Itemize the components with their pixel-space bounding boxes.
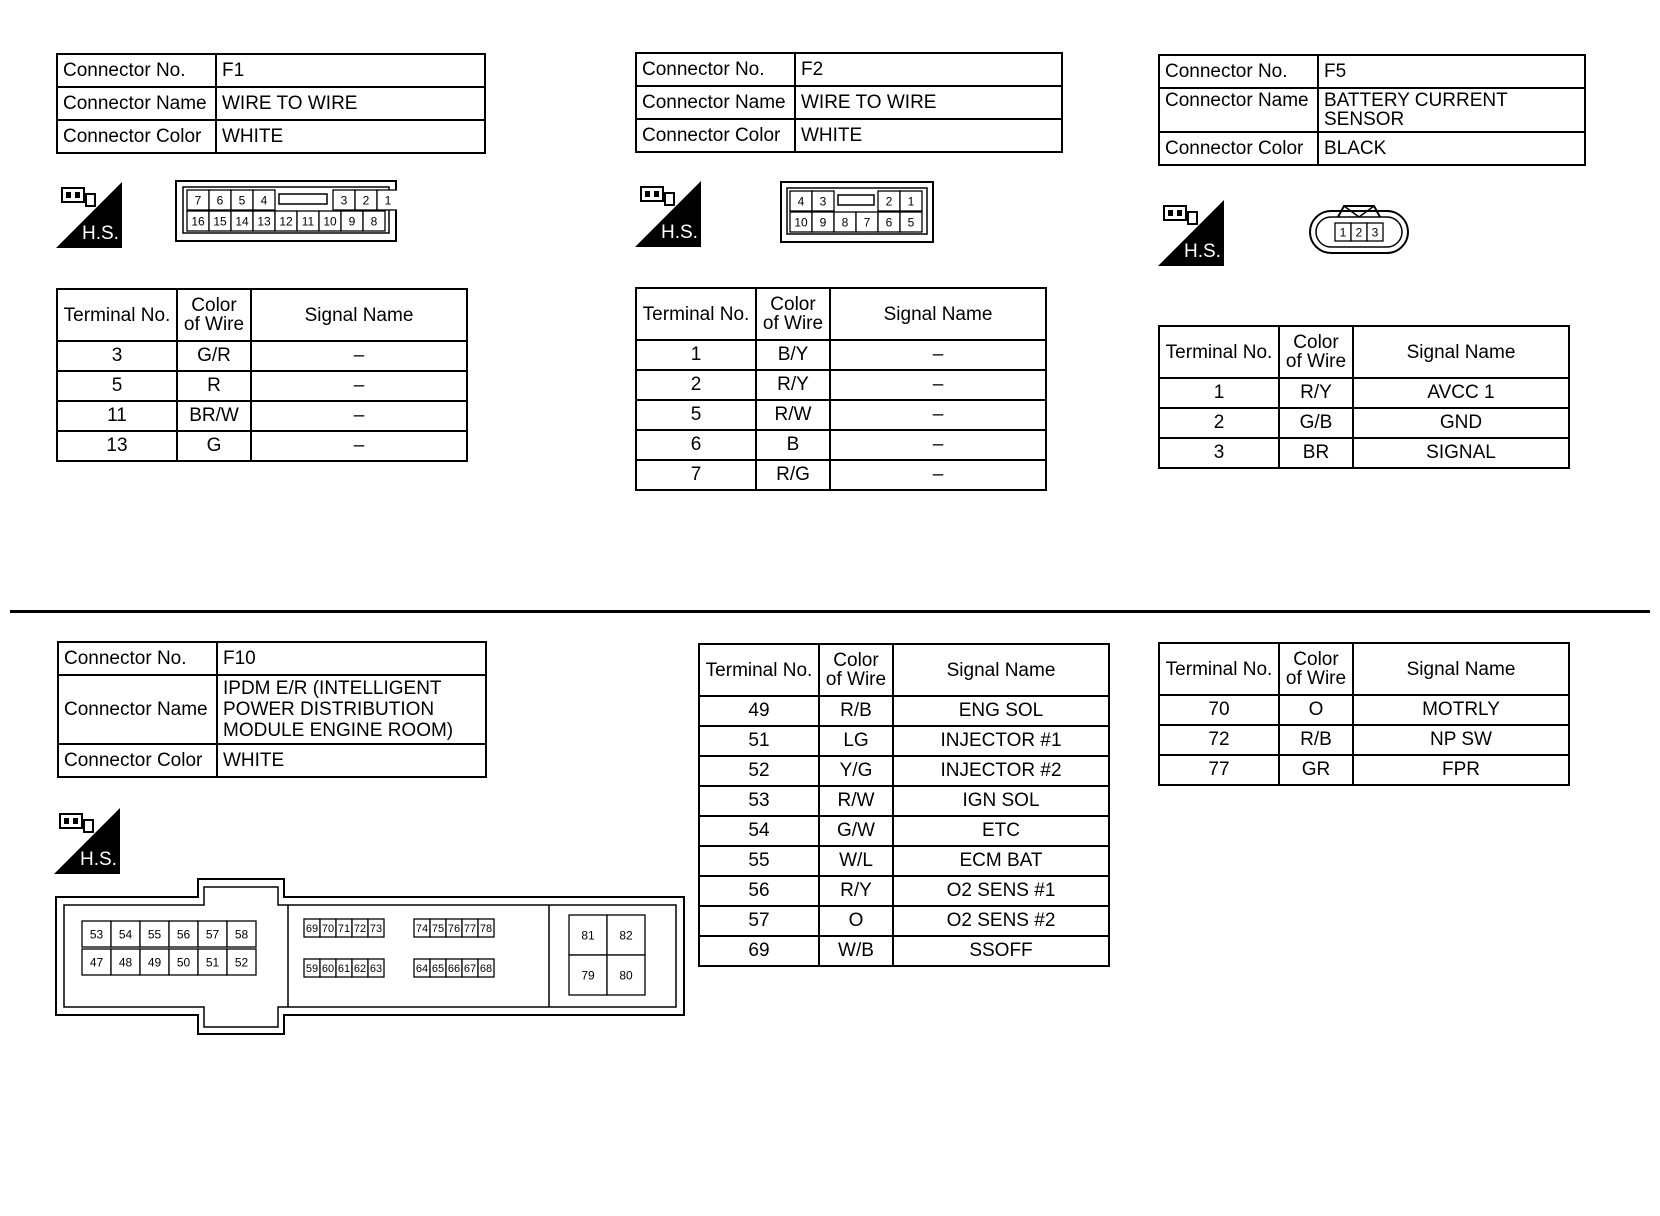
table-row — [57, 431, 467, 461]
f10-connector-face — [54, 877, 686, 1042]
wire-color-cell: R/B — [819, 696, 893, 726]
terminal-no-cell: 13 — [57, 431, 177, 461]
pin-number: 10 — [323, 214, 337, 229]
signal-name-header: Signal Name — [251, 289, 467, 341]
connector-no-value: F10 — [217, 642, 486, 675]
table-row — [699, 816, 1109, 846]
terminal-no-header: Terminal No. — [57, 289, 177, 341]
connector-name-line: IPDM E/R (INTELLIGENT — [223, 678, 442, 699]
pin-number: 1 — [907, 194, 915, 209]
pin-number: 3 — [1371, 225, 1379, 240]
terminal-no-cell: 52 — [699, 756, 819, 786]
pin-number: 15 — [213, 214, 227, 229]
wire-color-cell: R/W — [756, 400, 830, 430]
terminal-no-cell: 3 — [1159, 438, 1279, 468]
pin-number: 2 — [885, 194, 893, 209]
connector-name-line: BATTERY CURRENT — [1324, 90, 1508, 111]
wire-color-cell: R/Y — [819, 876, 893, 906]
pin-number: 59 — [305, 962, 319, 975]
table-row — [57, 341, 467, 371]
pin-number: 13 — [257, 214, 271, 229]
signal-name-header: Signal Name — [893, 644, 1109, 696]
signal-name-cell: – — [830, 340, 1046, 370]
terminal-no-cell: 69 — [699, 936, 819, 966]
pin-number: 82 — [619, 928, 633, 943]
pin-number: 53 — [89, 927, 104, 942]
signal-name-cell: INJECTOR #1 — [893, 726, 1109, 756]
f2-terminal-table — [635, 287, 1047, 491]
pin-number: 5 — [238, 193, 246, 208]
pin-number: 64 — [415, 962, 429, 975]
table-row — [1159, 755, 1569, 785]
connector-name-label: Connector Name — [58, 675, 217, 744]
pin-number: 8 — [841, 215, 849, 230]
connector-color-value: WHITE — [795, 119, 1062, 152]
pin-number: 7 — [863, 215, 871, 230]
signal-name-cell: – — [830, 460, 1046, 490]
signal-name-cell: – — [830, 370, 1046, 400]
table-row — [57, 371, 467, 401]
signal-name-cell: SIGNAL — [1353, 438, 1569, 468]
pin-number: 67 — [463, 962, 477, 975]
pin-number: 50 — [176, 955, 191, 970]
terminal-no-cell: 7 — [636, 460, 756, 490]
table-row — [699, 876, 1109, 906]
connector-no-value: F2 — [795, 53, 1062, 86]
f10-terminal-table-2 — [1158, 642, 1570, 786]
pin-number: 51 — [205, 955, 220, 970]
wire-color-cell: Y/G — [819, 756, 893, 786]
signal-name-cell: AVCC 1 — [1353, 378, 1569, 408]
connector-name-label: Connector Name — [1159, 88, 1318, 132]
hs-connector-icon — [54, 808, 120, 874]
hs-connector-icon — [635, 181, 701, 247]
connector-name-label: Connector Name — [636, 86, 795, 119]
connector-name-value: WIRE TO WIRE — [216, 87, 485, 120]
connector-name-line: SENSOR — [1324, 109, 1405, 130]
signal-name-cell: NP SW — [1353, 725, 1569, 755]
pin-number: 80 — [619, 968, 633, 983]
lock-slot — [838, 195, 874, 205]
connector-color-label: Connector Color — [58, 744, 217, 777]
signal-name-cell: O2 SENS #2 — [893, 906, 1109, 936]
pin-number: 73 — [369, 922, 383, 935]
pin-number: 61 — [337, 962, 351, 975]
signal-name-cell: ECM BAT — [893, 846, 1109, 876]
wire-color-cell: G/B — [1279, 408, 1353, 438]
connector-color-label: Connector Color — [636, 119, 795, 152]
wire-color-cell: G/W — [819, 816, 893, 846]
terminal-no-cell: 1 — [1159, 378, 1279, 408]
pin-number: 4 — [260, 193, 268, 208]
pin-number: 71 — [337, 922, 351, 935]
pin-number: 4 — [797, 194, 805, 209]
connector-color-label: Connector Color — [57, 120, 216, 153]
color-of-wire-header: Color of Wire — [1279, 326, 1353, 378]
signal-name-header: Signal Name — [1353, 326, 1569, 378]
wire-color-cell: R/G — [756, 460, 830, 490]
wire-color-cell: W/L — [819, 846, 893, 876]
pin-number: 69 — [305, 922, 319, 935]
pin-number: 57 — [205, 927, 220, 942]
pin-number: 77 — [463, 922, 477, 935]
wire-color-cell: W/B — [819, 936, 893, 966]
pin-number: 58 — [234, 927, 249, 942]
pin-number: 16 — [191, 214, 205, 229]
terminal-no-cell: 57 — [699, 906, 819, 936]
hs-badge-text: H.S. — [82, 223, 119, 244]
table-row — [636, 370, 1046, 400]
signal-name-cell: – — [251, 431, 467, 461]
table-row — [699, 906, 1109, 936]
pin-number: 2 — [1355, 225, 1363, 240]
terminal-no-cell: 3 — [57, 341, 177, 371]
pin-number: 49 — [147, 955, 162, 970]
table-row — [1159, 725, 1569, 755]
hs-badge-text: H.S. — [80, 849, 117, 870]
wire-color-cell: R/Y — [756, 370, 830, 400]
f5-info-table — [1158, 54, 1586, 166]
pin-number: 47 — [89, 955, 104, 970]
table-row — [636, 340, 1046, 370]
terminal-no-header: Terminal No. — [636, 288, 756, 340]
connector-color-value: BLACK — [1318, 132, 1585, 165]
pin-number: 48 — [118, 955, 133, 970]
signal-name-cell: INJECTOR #2 — [893, 756, 1109, 786]
terminal-no-cell: 6 — [636, 430, 756, 460]
terminal-no-cell: 49 — [699, 696, 819, 726]
signal-name-cell: – — [251, 371, 467, 401]
f10-info-table — [57, 641, 487, 778]
connector-no-value: F5 — [1318, 55, 1585, 88]
terminal-no-cell: 53 — [699, 786, 819, 816]
signal-name-header: Signal Name — [830, 288, 1046, 340]
pin-number: 1 — [1339, 225, 1347, 240]
pin-number: 52 — [234, 955, 249, 970]
pin-number: 78 — [479, 922, 493, 935]
f5-terminal-table — [1158, 325, 1570, 469]
wire-color-cell: R/Y — [1279, 378, 1353, 408]
hs-connector-icon — [56, 182, 122, 248]
table-row — [1159, 695, 1569, 725]
pin-number: 72 — [353, 922, 367, 935]
table-row — [699, 726, 1109, 756]
pin-number: 11 — [301, 214, 315, 229]
hs-connector-icon — [1158, 200, 1224, 266]
pin-number: 81 — [581, 928, 595, 943]
pin-number: 3 — [819, 194, 827, 209]
connector-no-label: Connector No. — [1159, 55, 1318, 88]
wire-color-cell: G — [177, 431, 251, 461]
pin-number: 7 — [194, 193, 202, 208]
connector-name-value: WIRE TO WIRE — [795, 86, 1062, 119]
color-of-wire-header: Color of Wire — [819, 644, 893, 696]
wire-color-cell: O — [819, 906, 893, 936]
pin-number: 10 — [794, 215, 808, 230]
pin-number: 5 — [907, 215, 915, 230]
table-row — [1159, 378, 1569, 408]
table-row — [1159, 408, 1569, 438]
pin-number: 76 — [447, 922, 461, 935]
f5-connector-face — [1308, 203, 1410, 260]
pin-number: 2 — [362, 193, 370, 208]
connector-color-value: WHITE — [217, 744, 486, 777]
wire-color-cell: G/R — [177, 341, 251, 371]
terminal-no-cell: 11 — [57, 401, 177, 431]
connector-name-label: Connector Name — [57, 87, 216, 120]
table-row — [636, 400, 1046, 430]
terminal-no-cell: 77 — [1159, 755, 1279, 785]
table-row — [699, 936, 1109, 966]
hs-badge-text: H.S. — [1184, 241, 1221, 262]
wire-color-cell: BR/W — [177, 401, 251, 431]
signal-name-cell: – — [251, 401, 467, 431]
terminal-no-header: Terminal No. — [1159, 326, 1279, 378]
table-row — [636, 430, 1046, 460]
color-of-wire-header: Color of Wire — [756, 288, 830, 340]
terminal-no-cell: 1 — [636, 340, 756, 370]
table-row — [636, 460, 1046, 490]
terminal-no-cell: 5 — [57, 371, 177, 401]
terminal-no-cell: 51 — [699, 726, 819, 756]
connector-no-label: Connector No. — [58, 642, 217, 675]
terminal-no-cell: 2 — [636, 370, 756, 400]
signal-name-cell: MOTRLY — [1353, 695, 1569, 725]
pin-number: 56 — [176, 927, 191, 942]
color-of-wire-header: Color of Wire — [1279, 643, 1353, 695]
wire-color-cell: GR — [1279, 755, 1353, 785]
signal-name-cell: FPR — [1353, 755, 1569, 785]
signal-name-cell: ETC — [893, 816, 1109, 846]
pin-number: 74 — [415, 922, 429, 935]
pin-number: 54 — [118, 927, 133, 942]
pin-number: 8 — [370, 214, 378, 229]
wire-color-cell: B/Y — [756, 340, 830, 370]
signal-name-cell: GND — [1353, 408, 1569, 438]
terminal-no-header: Terminal No. — [699, 644, 819, 696]
connector-name-value — [1318, 88, 1585, 132]
lock-slot — [279, 194, 327, 204]
connector-name-value — [217, 675, 486, 744]
connector-color-label: Connector Color — [1159, 132, 1318, 165]
terminal-no-header: Terminal No. — [1159, 643, 1279, 695]
table-row — [699, 786, 1109, 816]
table-row — [1159, 438, 1569, 468]
pin-number: 66 — [447, 962, 461, 975]
wire-color-cell: B — [756, 430, 830, 460]
pin-number: 79 — [581, 968, 595, 983]
table-row — [699, 846, 1109, 876]
f1-info-table — [56, 53, 486, 154]
connector-name-line: POWER DISTRIBUTION — [223, 699, 435, 720]
terminal-no-cell: 2 — [1159, 408, 1279, 438]
f2-connector-face — [780, 181, 934, 248]
pin-number: 68 — [479, 962, 493, 975]
terminal-no-cell: 56 — [699, 876, 819, 906]
pin-number: 63 — [369, 962, 383, 975]
connector-no-value: F1 — [216, 54, 485, 87]
wire-color-cell: LG — [819, 726, 893, 756]
signal-name-cell: – — [830, 430, 1046, 460]
signal-name-header: Signal Name — [1353, 643, 1569, 695]
pin-number: 75 — [431, 922, 445, 935]
section-divider — [10, 610, 1650, 613]
connector-no-label: Connector No. — [57, 54, 216, 87]
signal-name-cell: – — [251, 341, 467, 371]
pin-number: 6 — [885, 215, 893, 230]
f1-connector-face — [175, 180, 397, 247]
connector-no-label: Connector No. — [636, 53, 795, 86]
f1-terminal-table — [56, 288, 468, 462]
table-row — [57, 401, 467, 431]
terminal-no-cell: 72 — [1159, 725, 1279, 755]
connector-color-value: WHITE — [216, 120, 485, 153]
pin-number: 12 — [279, 214, 293, 229]
signal-name-cell: IGN SOL — [893, 786, 1109, 816]
f2-info-table — [635, 52, 1063, 153]
signal-name-cell: SSOFF — [893, 936, 1109, 966]
pin-number: 1 — [384, 193, 392, 208]
terminal-no-cell: 55 — [699, 846, 819, 876]
signal-name-cell: O2 SENS #1 — [893, 876, 1109, 906]
terminal-no-cell: 70 — [1159, 695, 1279, 725]
terminal-no-cell: 54 — [699, 816, 819, 846]
pin-number: 65 — [431, 962, 445, 975]
signal-name-cell: – — [830, 400, 1046, 430]
pin-number: 9 — [348, 214, 356, 229]
pin-number: 14 — [235, 214, 249, 229]
wire-color-cell: R/W — [819, 786, 893, 816]
pin-number: 55 — [147, 927, 162, 942]
pin-number: 62 — [353, 962, 367, 975]
signal-name-cell: ENG SOL — [893, 696, 1109, 726]
table-row — [699, 756, 1109, 786]
pin-number: 60 — [321, 962, 335, 975]
pin-number: 70 — [321, 922, 335, 935]
pin-number: 3 — [340, 193, 348, 208]
pin-number: 6 — [216, 193, 224, 208]
connector-name-line: MODULE ENGINE ROOM) — [223, 720, 454, 741]
wire-color-cell: BR — [1279, 438, 1353, 468]
wire-color-cell: R — [177, 371, 251, 401]
table-row — [699, 696, 1109, 726]
wire-color-cell: R/B — [1279, 725, 1353, 755]
pin-number: 9 — [819, 215, 827, 230]
hs-badge-text: H.S. — [661, 222, 698, 243]
color-of-wire-header: Color of Wire — [177, 289, 251, 341]
terminal-no-cell: 5 — [636, 400, 756, 430]
wire-color-cell: O — [1279, 695, 1353, 725]
f10-terminal-table-1 — [698, 643, 1110, 967]
